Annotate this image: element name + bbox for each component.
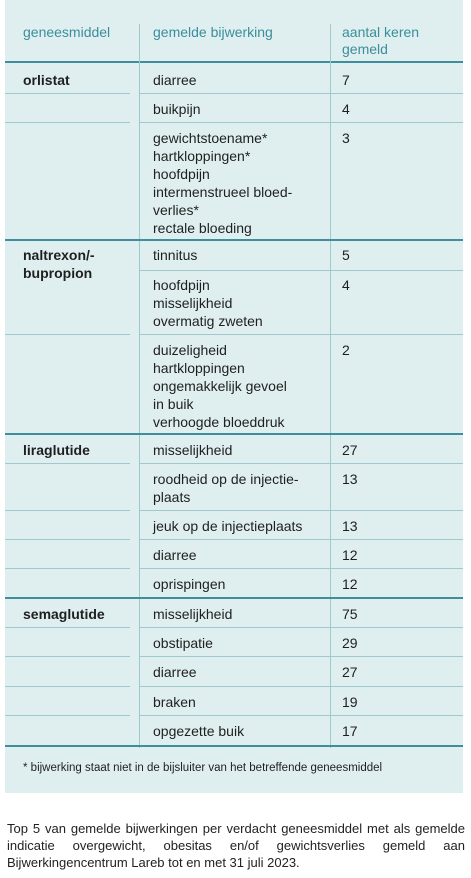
count-cell: 2 [342, 342, 350, 358]
row-divider [5, 627, 130, 628]
row-divider [140, 627, 463, 628]
row-divider [140, 93, 463, 94]
count-cell: 13 [342, 518, 358, 534]
effect-cell: duizeligheid hartkloppingen ongemakkelijk gevoel in buik verhoogde bloeddruk [153, 342, 287, 430]
count-cell: 19 [342, 694, 358, 710]
group-divider [5, 239, 463, 241]
effect-cell: oprispingen [153, 576, 226, 592]
drug-name-continued: bupropion [23, 265, 93, 281]
header-count-line1: aantal keren [342, 24, 420, 40]
row-divider [5, 93, 130, 94]
count-cell: 17 [342, 723, 358, 739]
count-cell: 12 [342, 547, 358, 563]
header-effect: gemelde bijwerking [153, 24, 273, 40]
count-cell: 4 [342, 277, 350, 293]
count-cell: 13 [342, 471, 358, 487]
row-divider [5, 568, 130, 569]
count-cell: 7 [342, 72, 350, 88]
table-panel [5, 0, 463, 793]
row-divider [140, 270, 463, 271]
column-divider [139, 24, 140, 748]
effect-cell: hoofdpijn misselijkheid overmatig zweten [153, 277, 263, 329]
count-cell: 5 [342, 247, 350, 263]
figure-caption: Top 5 van gemelde bijwerkingen per verdacht geneesmiddel met als gemelde indicatie overgewicht, obesitas en/of gewichtsverlies gemeld aan Bijwerkingencentrum Lareb tot en met 31 juli 2023. [7, 821, 465, 870]
drug-name: liraglutide [23, 442, 90, 458]
row-divider [5, 122, 130, 123]
effect-cell: diarree [153, 664, 197, 680]
effect-cell: misselijkheid [153, 606, 233, 622]
group-divider [5, 597, 463, 599]
effect-cell: buikpijn [153, 101, 201, 117]
row-divider [140, 122, 463, 123]
count-cell: 27 [342, 442, 358, 458]
effect-cell: diarree [153, 72, 197, 88]
row-divider [5, 463, 130, 464]
row-divider [140, 715, 463, 716]
row-divider [5, 539, 130, 540]
effect-cell: diarree [153, 547, 197, 563]
effect-cell: braken [153, 694, 196, 710]
count-cell: 12 [342, 576, 358, 592]
effect-cell: tinnitus [153, 247, 198, 263]
row-divider [5, 510, 130, 511]
count-cell: 4 [342, 101, 350, 117]
footnote: * bijwerking staat niet in de bijsluiter van het betreffende geneesmiddel [23, 762, 383, 774]
header-drug: geneesmiddel [23, 24, 111, 40]
effect-cell: opgezette buik [153, 723, 245, 739]
count-cell: 3 [342, 130, 350, 146]
drug-name: naltrexon/- [23, 247, 95, 263]
row-divider [140, 539, 463, 540]
row-divider [5, 715, 130, 716]
table-bottom-line [5, 745, 463, 747]
row-divider [140, 463, 463, 464]
row-divider [140, 568, 463, 569]
row-divider [5, 334, 130, 335]
row-divider [140, 510, 463, 511]
group-divider [5, 433, 463, 435]
effect-cell: jeuk op de injectieplaats [153, 518, 303, 534]
effect-cell: misselijkheid [153, 442, 233, 458]
drug-name: orlistat [23, 72, 70, 88]
effect-cell: obstipatie [153, 635, 213, 651]
row-divider [140, 656, 463, 657]
count-cell: 29 [342, 635, 358, 651]
count-cell: 75 [342, 606, 358, 622]
row-divider [140, 334, 463, 335]
row-divider [140, 686, 463, 687]
drug-name: semaglutide [23, 606, 105, 622]
effect-cell: gewichtstoename* hartkloppingen* hoofdpijn intermenstrueel bloed- verlies* rectale bloeding [153, 130, 293, 236]
row-divider [5, 686, 130, 687]
header-count-line2: gemeld [342, 41, 388, 57]
effect-cell: roodheid op de injectie- plaats [153, 471, 299, 505]
column-divider [330, 24, 331, 748]
row-divider [5, 656, 130, 657]
count-cell: 27 [342, 664, 358, 680]
